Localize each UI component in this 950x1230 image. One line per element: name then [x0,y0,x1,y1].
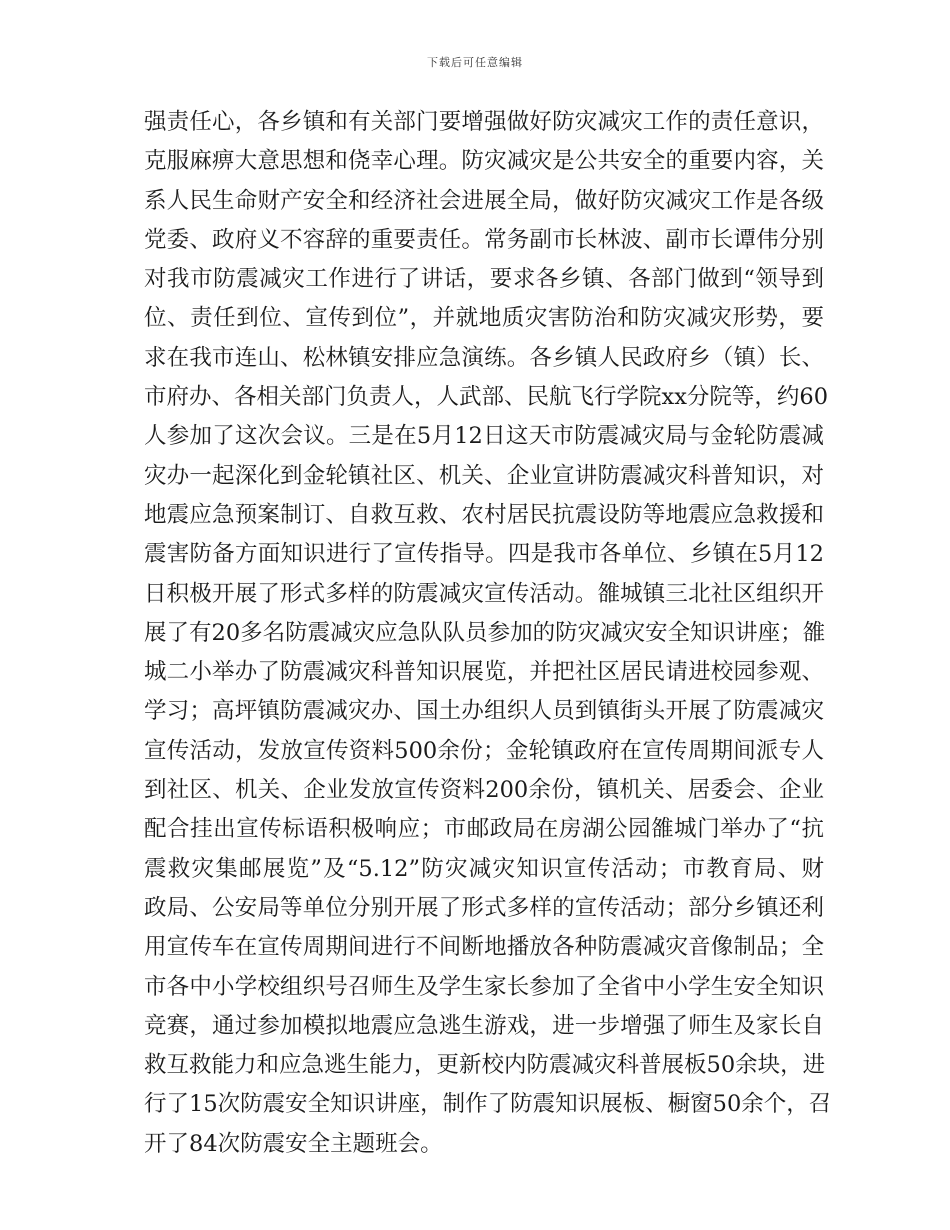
text-line: 震救灾集邮展览”及“5.12”防灾减灾知识宣传活动；市教育局、财 [144,855,824,882]
text-line: 宣传活动，发放宣传资料500余份；金轮镇政府在宣传周期间派专人 [144,737,824,764]
body-paragraph [144,103,832,1164]
text-line: 震害防备方面知识进行了宣传指导。四是我市各单位、乡镇在5月12 [144,541,824,568]
text-line: 城二小举办了防震减灾科普知识展览，并把社区居民请进校园参观、 [144,659,824,686]
text-line: 市府办、各相关部门负责人，人武部、民航飞行学院xx分院等，约60 [144,384,829,411]
text-line: 救互救能力和应急逃生能力，更新校内防震减灾科普展板50余块，进 [144,1052,826,1079]
text-line: 配合挂出宣传标语积极响应；市邮政局在房湖公园雒城门举办了“抗 [144,816,824,843]
text-line: 强责任心，各乡镇和有关部门要增强做好防灾减灾工作的责任意识， [144,109,824,135]
text-line: 灾办一起深化到金轮镇社区、机关、企业宣讲防震减灾科普知识，对 [144,462,824,489]
page-header: 下载后可任意编辑 [427,56,523,69]
text-line: 日积极开展了形式多样的防震减灾宣传活动。雒城镇三北社区组织开 [144,580,824,607]
text-line: 党委、政府义不容辞的重要责任。常务副市长林波、副市长谭伟分别 [144,226,824,253]
text-line: 行了15次防震安全知识讲座，制作了防震知识展板、橱窗50余个，召 [144,1091,832,1118]
text-line: 政局、公安局等单位分别开展了形式多样的宣传活动；部分乡镇还利 [144,894,824,921]
text-line: 克服麻痹大意思想和侥幸心理。防灾减灾是公共安全的重要内容，关 [144,148,824,175]
text-line: 展了有20多名防震减灾应急队队员参加的防灾减灾安全知识讲座；雒 [144,619,826,646]
text-line: 求在我市连山、松林镇安排应急演练。各乡镇人民政府乡（镇）长、 [144,344,824,371]
text-line: 市各中小学校组织号召师生及学生家长参加了全省中小学生安全知识 [144,973,824,1000]
text-line: 开了84次防震安全主题班会。 [144,1130,443,1157]
text-line: 竞赛，通过参加模拟地震应急逃生游戏，进一步增强了师生及家长自 [144,1012,824,1039]
text-line: 到社区、机关、企业发放宣传资料200余份，镇机关、居委会、企业 [144,777,824,804]
text-line: 用宣传车在宣传周期间进行不间断地播放各种防震减灾音像制品；全 [144,934,824,961]
text-line: 地震应急预案制订、自救互救、农村居民抗震设防等地震应急救援和 [144,501,824,528]
text-line: 学习；高坪镇防震减灾办、国土办组织人员到镇街头开展了防震减灾 [144,698,824,725]
text-line: 对我市防震减灾工作进行了讲话，要求各乡镇、各部门做到“领导到 [144,266,824,293]
text-line: 系人民生命财产安全和经济社会进展全局，做好防灾减灾工作是各级 [144,187,824,214]
text-line: 人参加了这次会议。三是在5月12日这天市防震减灾局与金轮防震减 [144,423,824,450]
text-line: 位、责任到位、宣传到位”，并就地质灾害防治和防灾减灾形势，要 [144,305,824,332]
